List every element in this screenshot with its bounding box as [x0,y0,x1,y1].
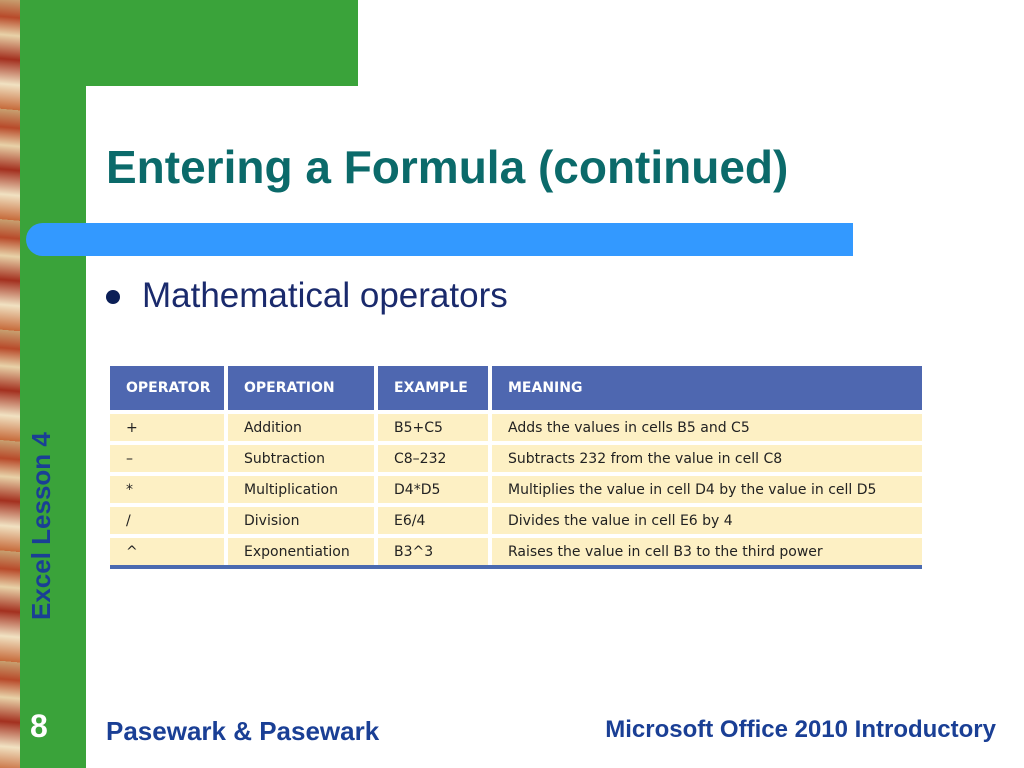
cell-operation: Addition [228,414,378,445]
cell-operation: Exponentiation [228,538,378,565]
cell-operation: Division [228,507,378,538]
cell-example: C8–232 [378,445,492,476]
table-row [110,507,922,538]
cell-operator: ^ [110,538,228,565]
table-row [110,445,922,476]
cell-meaning: Raises the value in cell B3 to the third power [492,538,922,565]
header-meaning: MEANING [492,366,922,414]
header-example: EXAMPLE [378,366,492,414]
header-operator: OPERATOR [110,366,228,414]
cell-operator: / [110,507,228,538]
cell-operation: Multiplication [228,476,378,507]
title-accent-bar [26,223,853,256]
lesson-label: Excel Lesson 4 [26,432,56,620]
cell-operator: * [110,476,228,507]
operators-table [110,366,922,569]
cell-example: B5+C5 [378,414,492,445]
table-row [110,476,922,507]
decorative-photo-strip [0,0,20,768]
cell-example: B3^3 [378,538,492,565]
cell-example: E6/4 [378,507,492,538]
bullet-item [106,276,508,316]
table-row [110,538,922,565]
cell-operator: + [110,414,228,445]
bullet-dot-icon [106,290,120,304]
footer-course-title: Microsoft Office 2010 Introductory [605,716,996,743]
content-rounded-corner [86,86,146,146]
cell-meaning: Divides the value in cell E6 by 4 [492,507,922,538]
cell-meaning: Subtracts 232 from the value in cell C8 [492,445,922,476]
cell-meaning: Adds the values in cells B5 and C5 [492,414,922,445]
cell-example: D4*D5 [378,476,492,507]
footer-publisher: Pasewark & Pasewark [106,716,380,746]
page-number: 8 [30,708,48,744]
table-header-row [110,366,922,414]
cell-operation: Subtraction [228,445,378,476]
green-sidebar [20,0,86,768]
green-top-band [20,0,358,86]
slide-title: Entering a Formula (continued) [106,141,789,193]
table-row [110,414,922,445]
header-operation: OPERATION [228,366,378,414]
cell-operator: – [110,445,228,476]
bullet-text: Mathematical operators [142,276,508,315]
cell-meaning: Multiplies the value in cell D4 by the value in cell D5 [492,476,922,507]
content-background-top [120,86,1024,126]
